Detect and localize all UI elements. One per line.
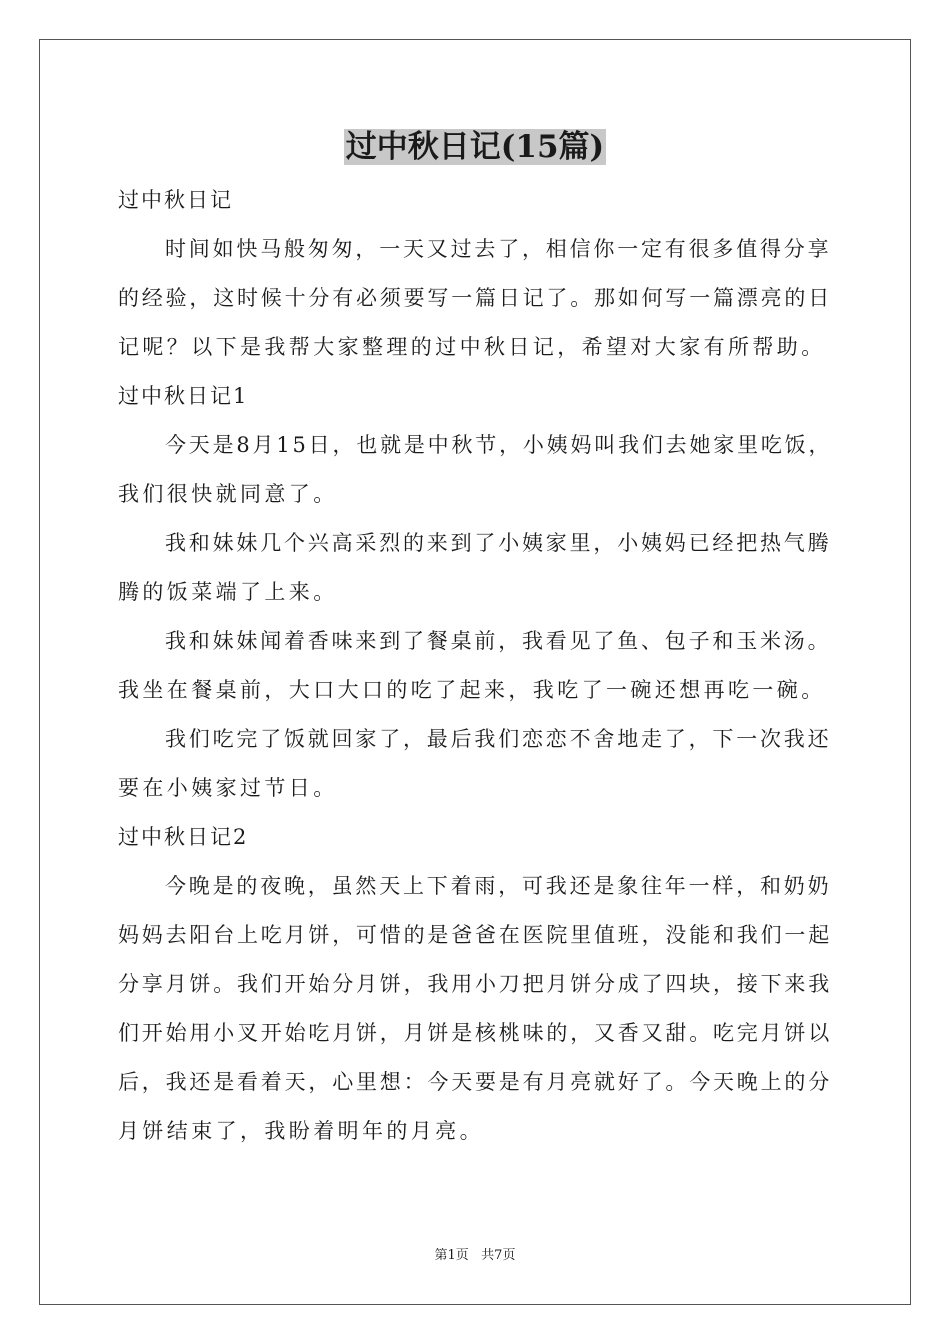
text-line: 我们很快就同意了。 xyxy=(118,482,338,506)
document-title-text: 过中秋日记(15篇) xyxy=(345,129,605,165)
section-heading: 过中秋日记1 xyxy=(118,384,249,408)
page-footer: 第1页 共7页 xyxy=(434,1248,516,1263)
section-heading: 过中秋日记 xyxy=(118,188,233,212)
text-line: 月饼结束了，我盼着明年的月亮。 xyxy=(118,1119,484,1143)
text-line: 今晚是的夜晚，虽然天上下着雨，可我还是象往年一样，和奶奶 xyxy=(165,874,832,898)
text-line: 们开始用小叉开始吃月饼，月饼是核桃味的，又香又甜。吃完月饼以 xyxy=(118,1021,832,1045)
text-line: 分享月饼。我们开始分月饼，我用小刀把月饼分成了四块，接下来我 xyxy=(118,972,832,996)
text-line: 我们吃完了饭就回家了，最后我们恋恋不舍地走了，下一次我还 xyxy=(165,727,832,751)
text-line: 后，我还是看着天，心里想：今天要是有月亮就好了。今天晚上的分 xyxy=(118,1070,832,1094)
text-line: 我和妹妹几个兴高采烈的来到了小姨家里，小姨妈已经把热气腾 xyxy=(165,531,832,555)
text-line: 时间如快马般匆匆，一天又过去了，相信你一定有很多值得分享 xyxy=(165,237,832,261)
section-heading: 过中秋日记2 xyxy=(118,825,249,849)
text-line: 我和妹妹闻着香味来到了餐桌前，我看见了鱼、包子和玉米汤。 xyxy=(165,629,832,653)
document-title xyxy=(0,127,950,167)
text-line: 记呢？以下是我帮大家整理的过中秋日记，希望对大家有所帮助。 xyxy=(118,335,826,359)
text-line: 要在小姨家过节日。 xyxy=(118,776,338,800)
text-line: 妈妈去阳台上吃月饼，可惜的是爸爸在医院里值班，没能和我们一起 xyxy=(118,923,832,947)
document-body xyxy=(118,176,834,1156)
text-line: 我坐在餐桌前，大口大口的吃了起来，我吃了一碗还想再吃一碗。 xyxy=(118,678,826,702)
text-line: 今天是8月15日，也就是中秋节，小姨妈叫我们去她家里吃饭， xyxy=(165,433,833,457)
text-line: 腾的饭菜端了上来。 xyxy=(118,580,338,604)
text-line: 的经验，这时候十分有必须要写一篇日记了。那如何写一篇漂亮的日 xyxy=(118,286,832,310)
